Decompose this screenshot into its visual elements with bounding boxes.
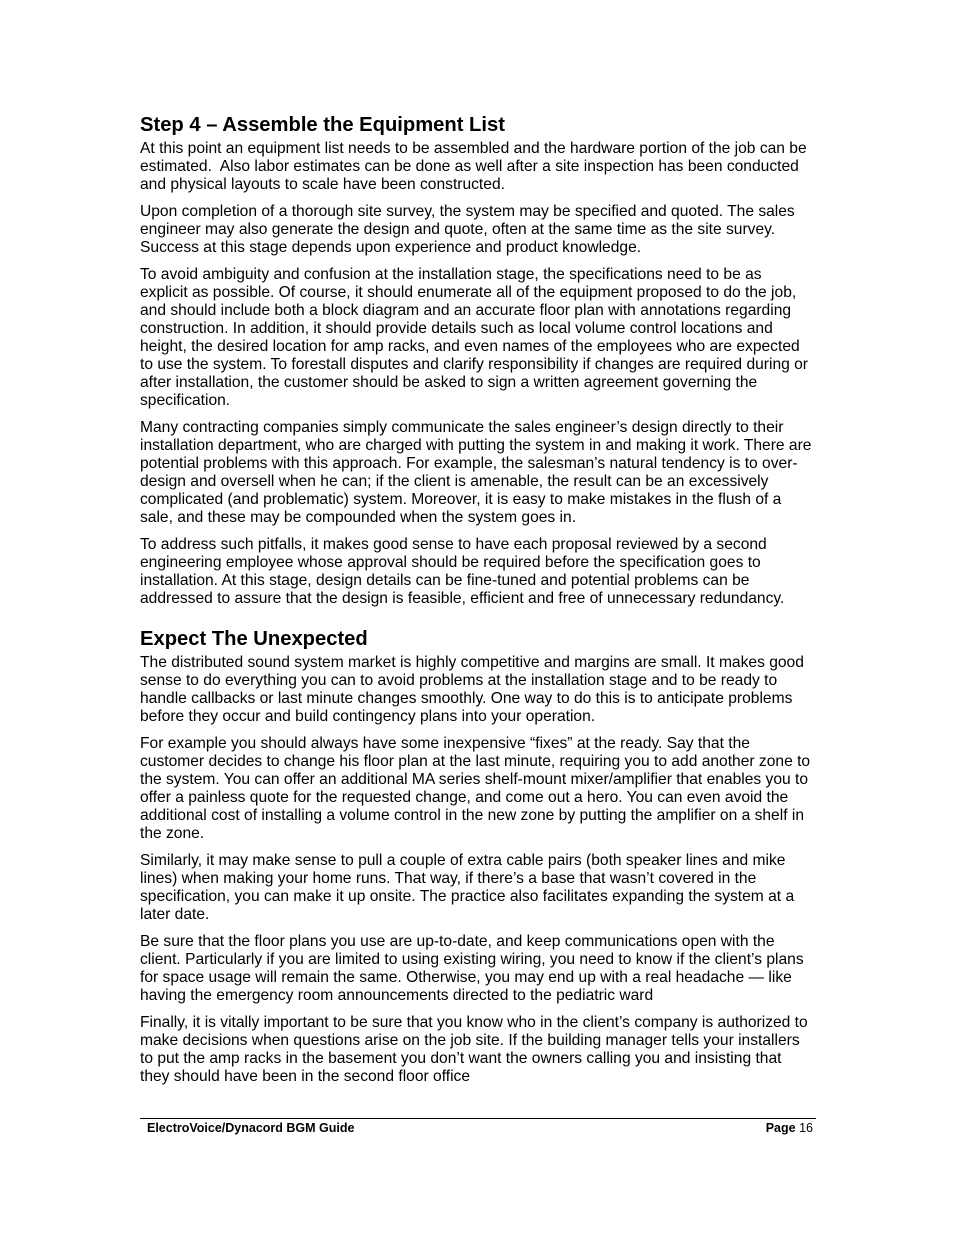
page-label: Page <box>765 1121 796 1135</box>
section-heading-expect-the-unexpected: Expect The Unexpected <box>140 628 368 650</box>
footer-title: ElectroVoice/Dynacord BGM Guide <box>147 1121 355 1135</box>
body-paragraph: For example you should always have some inexpensive “fixes” at the ready. Say that the customer decides to change his floor plan at the last minute, requiring you to add another zone to the system. You can offer an additional MA series shelf-mount mixer/amplifier that enables you to offer a painless quote for the requested change, and come out a hero. You can even avoid the additional cost of installing a volume control in the new zone by putting the amplifier on a shelf in the zone. <box>140 735 811 842</box>
body-paragraph: To avoid ambiguity and confusion at the installation stage, the specifications need to be as explicit as possible. Of course, it should enumerate all of the equipment proposed to do the job, and should include both a block diagram and an accurate floor plan with annotations regarding construction. In addition, it should provide details such as local volume control locations and height, the desired location for amp racks, and even names of the employees who are expected to use the system. To forestall disputes and clarify responsibility if changes are required during or after installation, the customer should be asked to sign a written agreement governing the specification. <box>140 266 808 409</box>
page-number: 16 <box>799 1121 813 1135</box>
body-paragraph: To address such pitfalls, it makes good sense to have each proposal reviewed by a second engineering employee whose approval should be required before the specification goes to installation. At this stage, design details can be fine-tuned and potential problems can be addressed to assure that the design is feasible, efficient and free of unnecessary redundancy. <box>140 536 785 607</box>
body-paragraph: Upon completion of a thorough site survey, the system may be specified and quoted. The sales engineer may also generate the design and quote, often at the same time as the site survey. Success at this stage depends upon experience and product knowledge. <box>140 203 795 256</box>
body-paragraph: Be sure that the floor plans you use are up-to-date, and keep communications open with the client. Particularly if you are limited to using existing wiring, you need to know if the client’s plans for space usage will remain the same. Otherwise, you may end up with a real headache — like having the emergency room announcements directed to the pediatric ward <box>140 933 804 1004</box>
body-paragraph: The distributed sound system market is highly competitive and margins are small. It makes good sense to do everything you can to avoid problems at the installation stage and to be ready to handle callbacks or last minute changes smoothly. One way to do this is to anticipate problems before they occur and build contingency plans into your operation. <box>140 654 804 725</box>
body-paragraph: Finally, it is vitally important to be sure that you know who in the client’s company is authorized to make decisions when questions arise on the job site. If the building manager tells your installers to put the amp racks in the basement you don’t want the owners calling you and insisting that they should have been in the second floor office <box>140 1014 808 1085</box>
body-paragraph: Many contracting companies simply communicate the sales engineer’s design directly to their installation department, who are charged with putting the system in and making it work. There are potential problems with this approach. For example, the salesman’s natural tendency is to over- design and oversell when he can; if the client is amenable, the result can be an excessively complicated (and problematic) system. Moreover, it is easy to make mistakes in the flush of a sale, and these may be compounded when the system goes in. <box>140 419 812 526</box>
page-body <box>140 113 813 1095</box>
page-number-block <box>766 1121 813 1136</box>
body-paragraph: At this point an equipment list needs to be assembled and the hardware portion of the job can be estimated. Also labor estimates can be done as well after a site inspection has been conducted and physical layouts to scale have been constructed. <box>140 140 807 193</box>
body-paragraph: Similarly, it may make sense to pull a couple of extra cable pairs (both speaker lines and mike lines) when making your home runs. That way, if there’s a base that wasn’t covered in the specification, you can make it up onsite. The practice also facilitates expanding the system at a later date. <box>140 852 795 923</box>
section-heading-step-4: Step 4 – Assemble the Equipment List <box>140 114 505 136</box>
page-footer <box>140 1118 816 1136</box>
